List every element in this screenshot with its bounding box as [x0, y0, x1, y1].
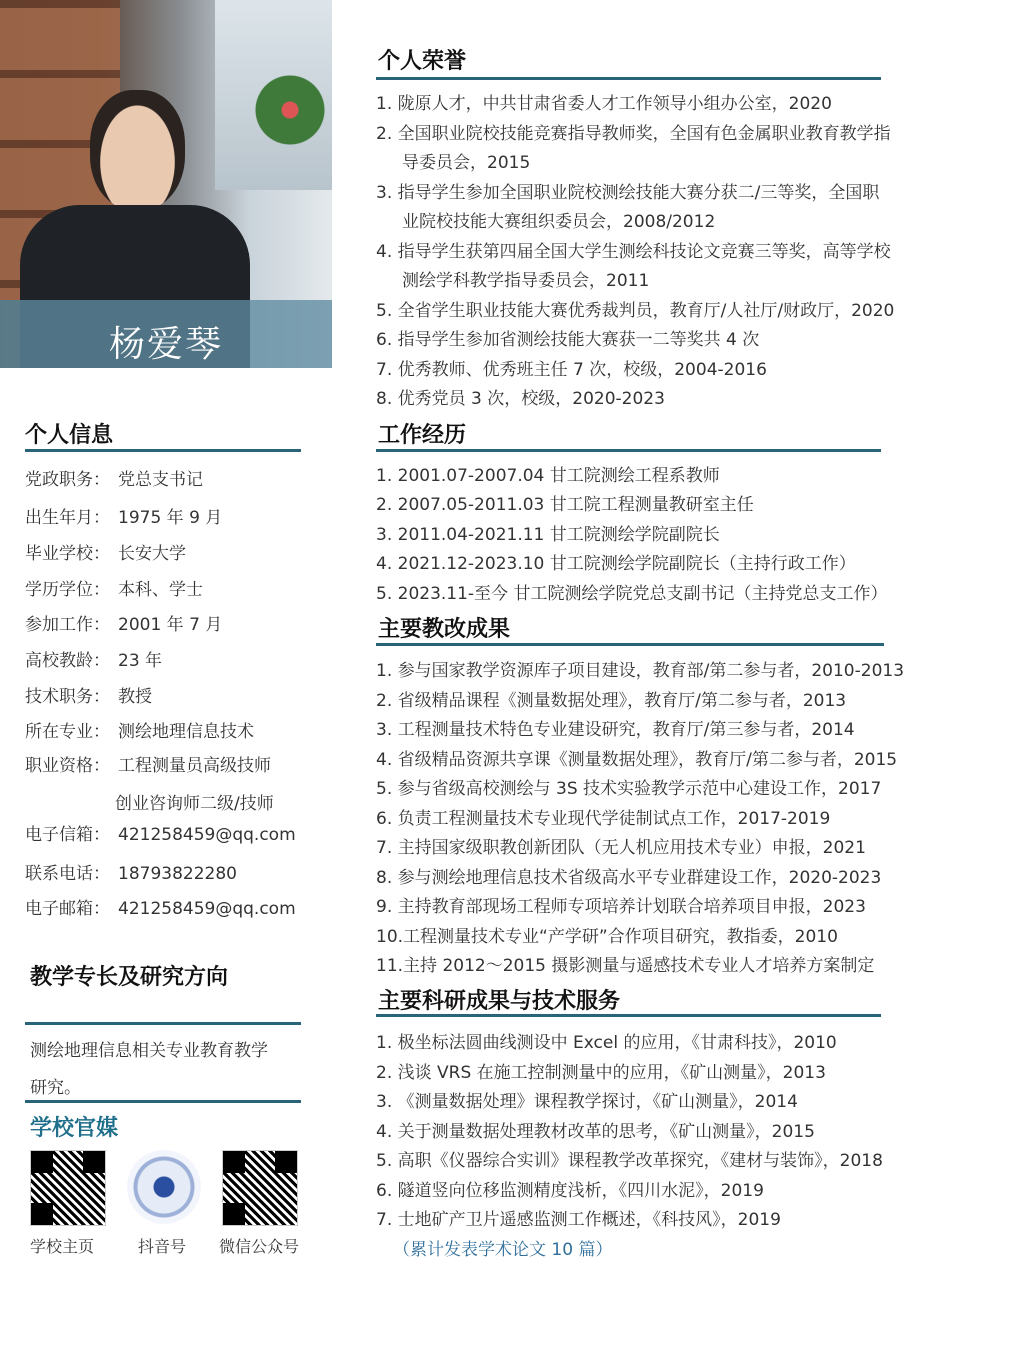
left-column	[0, 0, 335, 1354]
work-item: 3. 2011.04-2021.11 甘工院测绘学院副院长	[376, 525, 720, 545]
research-title: 主要科研成果与技术服务	[378, 989, 621, 1014]
reform-item: 7. 主持国家级职教创新团队（无人机应用技术专业）申报，2021	[376, 838, 866, 858]
honor-item-continuation: 业院校技能大赛组织委员会，2008/2012	[402, 212, 716, 232]
research-item: 3. 《测量数据处理》课程教学探讨，《矿山测量》，2014	[376, 1092, 798, 1112]
info-value: 教授	[118, 687, 152, 707]
info-value[interactable]: 421258459@qq.com	[118, 825, 296, 845]
research-item: 2. 浅谈 VRS 在施工控制测量中的应用，《矿山测量》，2013	[376, 1063, 826, 1083]
honor-item: 8. 优秀党员 3 次，校级，2020-2023	[376, 389, 665, 409]
info-key: 党政职务：	[25, 470, 110, 490]
honor-item: 2. 全国职业院校技能竞赛指导教师奖，全国有色金属职业教育教学指	[376, 124, 891, 144]
info-key: 学历学位：	[25, 580, 110, 600]
info-value: 18793822280	[118, 864, 237, 884]
douyin-badge-icon	[127, 1150, 201, 1224]
reform-item: 8. 参与测绘地理信息技术省级高水平专业群建设工作，2020-2023	[376, 868, 882, 888]
research-item: 1. 极坐标法圆曲线测设中 Excel 的应用，《甘肃科技》，2010	[376, 1033, 837, 1053]
honor-item-continuation: 导委员会，2015	[402, 153, 531, 173]
research-note: （累计发表学术论文 10 篇）	[393, 1240, 613, 1260]
info-row	[25, 465, 203, 490]
info-value[interactable]: 421258459@qq.com	[118, 899, 296, 919]
info-row	[25, 503, 222, 528]
wechat-qr[interactable]	[222, 1150, 296, 1224]
info-key: 电子邮箱：	[25, 899, 110, 919]
info-value: 党总支书记	[118, 470, 203, 490]
honor-item: 3. 指导学生参加全国职业院校测绘技能大赛分获二/三等奖，全国职	[376, 183, 880, 203]
info-value: 创业咨询师二级/技师	[115, 794, 274, 814]
info-value: 23 年	[118, 651, 163, 671]
work-item: 5. 2023.11-至今 甘工院测绘学院党总支副书记（主持党总支工作）	[376, 584, 888, 604]
qr-code-icon	[222, 1150, 298, 1226]
info-key: 毕业学校：	[25, 544, 110, 564]
research-item: 4. 关于测量数据处理教材改革的思考，《矿山测量》，2015	[376, 1122, 815, 1142]
info-row	[25, 751, 271, 776]
honors-title: 个人荣誉	[378, 49, 467, 74]
info-value: 1975 年 9 月	[118, 508, 223, 528]
honor-item: 4. 指导学生获第四届全国大学生测绘科技论文竞赛三等奖，高等学校	[376, 242, 891, 262]
personal-info-divider	[25, 449, 301, 452]
info-key: 出生年月：	[25, 508, 110, 528]
info-row	[25, 820, 296, 845]
expertise-title: 教学专长及研究方向	[30, 965, 229, 990]
flower-plant	[255, 75, 325, 145]
info-value: 长安大学	[118, 544, 186, 564]
info-value: 工程测量员高级技师	[118, 756, 271, 776]
info-row	[25, 646, 162, 671]
media-label-wechat: 微信公众号	[219, 1237, 300, 1256]
info-row	[25, 859, 237, 884]
research-item: 6. 隧道竖向位移监测精度浅析，《四川水泥》，2019	[376, 1181, 764, 1201]
reform-item: 1. 参与国家教学资源库子项目建设，教育部/第二参与者，2010-2013	[376, 661, 905, 681]
expertise-divider-top	[25, 1022, 301, 1025]
info-value: 测绘地理信息技术	[118, 722, 254, 742]
media-label-homepage: 学校主页	[30, 1237, 95, 1256]
info-row	[25, 610, 222, 635]
reform-item: 5. 参与省级高校测绘与 3S 技术实验教学示范中心建设工作，2017	[376, 779, 882, 799]
school-homepage-qr[interactable]	[30, 1150, 104, 1224]
honor-item: 7. 优秀教师、优秀班主任 7 次，校级，2004-2016	[376, 360, 767, 380]
honor-item-continuation: 测绘学科教学指导委员会，2011	[402, 271, 650, 291]
research-divider	[376, 1014, 881, 1017]
info-key: 职业资格：	[25, 756, 110, 776]
info-row	[25, 894, 296, 919]
reform-item: 10.工程测量技术专业“产学研”合作项目研究，教指委，2010	[376, 927, 838, 947]
info-row	[25, 539, 186, 564]
honors-divider	[376, 77, 881, 80]
reform-item: 9. 主持教育部现场工程师专项培养计划联合培养项目申报，2023	[376, 897, 866, 917]
info-value: 本科、学士	[118, 580, 203, 600]
reform-item: 11.主持 2012～2015 摄影测量与遥感技术专业人才培养方案制定	[376, 956, 875, 976]
work-item: 1. 2001.07-2007.04 甘工院测绘工程系教师	[376, 466, 720, 486]
work-divider	[376, 449, 881, 452]
honor-item: 1. 陇原人才，中共甘肃省委人才工作领导小组办公室，2020	[376, 94, 832, 114]
media-title: 学校官媒	[30, 1116, 119, 1141]
reform-item: 4. 省级精品资源共享课《测量数据处理》，教育厅/第二参与者，2015	[376, 750, 898, 770]
douyin-qr[interactable]	[127, 1150, 201, 1224]
info-key: 参加工作：	[25, 615, 110, 635]
work-item: 2. 2007.05-2011.03 甘工院工程测量教研室主任	[376, 495, 754, 515]
info-row	[25, 717, 254, 742]
research-item: 5. 高职《仪器综合实训》课程教学改革探究，《建材与装饰》，2018	[376, 1151, 883, 1171]
info-row	[25, 682, 152, 707]
info-key: 高校教龄：	[25, 651, 110, 671]
info-key: 所在专业：	[25, 722, 110, 742]
info-key: 技术职务：	[25, 687, 110, 707]
honor-item: 5. 全省学生职业技能大赛优秀裁判员，教育厅/人社厅/财政厅，2020	[376, 301, 895, 321]
work-item: 4. 2021.12-2023.10 甘工院测绘学院副院长（主持行政工作）	[376, 554, 856, 574]
work-title: 工作经历	[378, 423, 467, 448]
media-label-douyin: 抖音号	[138, 1237, 187, 1256]
profile-name: 杨爱琴	[108, 324, 223, 365]
qr-code-icon	[30, 1150, 106, 1226]
portrait-head	[90, 90, 185, 210]
profile-photo	[0, 0, 332, 368]
reform-item: 3. 工程测量技术特色专业建设研究，教育厅/第三参与者，2014	[376, 720, 855, 740]
honor-item: 6. 指导学生参加省测绘技能大赛获一二等奖共 4 次	[376, 330, 760, 350]
personal-info-title: 个人信息	[25, 423, 114, 448]
info-key: 联系电话：	[25, 864, 110, 884]
reform-divider	[376, 643, 884, 646]
info-row	[115, 789, 274, 814]
info-value: 2001 年 7 月	[118, 615, 223, 635]
info-key: 电子信箱：	[25, 825, 110, 845]
info-row	[25, 575, 203, 600]
reform-item: 2. 省级精品课程《测量数据处理》，教育厅/第二参与者，2013	[376, 691, 847, 711]
reform-title: 主要教改成果	[378, 617, 511, 642]
reform-item: 6. 负责工程测量技术专业现代学徒制试点工作，2017-2019	[376, 809, 831, 829]
expertise-line-1: 测绘地理信息相关专业教育教学	[30, 1041, 268, 1061]
expertise-line-2: 研究。	[30, 1078, 81, 1098]
research-item: 7. 士地矿产卫片遥感监测工作概述，《科技风》，2019	[376, 1210, 781, 1230]
expertise-divider-bottom	[25, 1100, 301, 1103]
